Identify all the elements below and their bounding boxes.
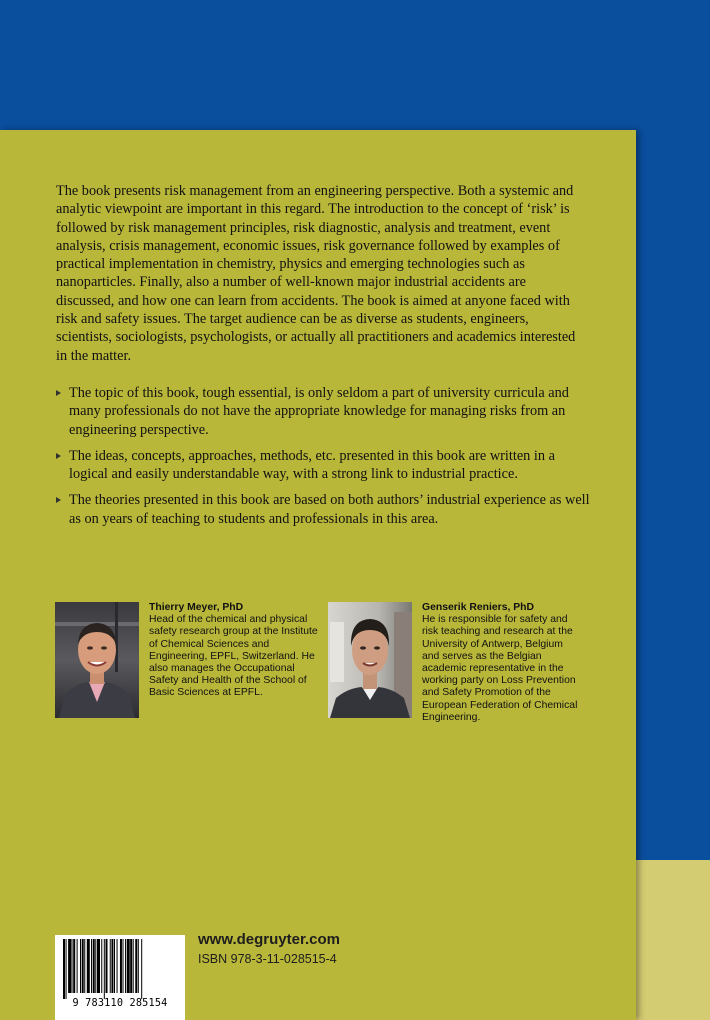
isbn-barcode bbox=[55, 935, 185, 1020]
barcode-bar bbox=[101, 939, 102, 993]
feature-item bbox=[56, 491, 596, 528]
barcode-bar bbox=[97, 939, 100, 993]
barcode-bar bbox=[63, 939, 65, 999]
barcode-bar bbox=[106, 939, 108, 993]
barcode-bar bbox=[68, 939, 71, 993]
feature-list bbox=[56, 384, 596, 536]
barcode-bar bbox=[117, 939, 118, 993]
barcode-bar bbox=[80, 939, 81, 993]
barcode-bar bbox=[82, 939, 84, 993]
barcode-bar bbox=[120, 939, 122, 993]
author-bio-meyer bbox=[149, 602, 319, 700]
barcode-bar bbox=[141, 939, 142, 999]
author-photo-reniers bbox=[328, 602, 412, 718]
barcode-bar bbox=[73, 939, 75, 993]
barcode-bar bbox=[135, 939, 137, 993]
barcode-number: 9 783110 285154 bbox=[72, 998, 168, 1009]
barcode-bar bbox=[66, 939, 67, 999]
barcode-bar bbox=[111, 939, 113, 993]
feature-item bbox=[56, 447, 596, 484]
author-photo-meyer bbox=[55, 602, 139, 718]
author-description: Head of the chemical and physical safety research group at the Institute of Chemical Sciences and Engineering, EPFL, Switzerland. He also manages the Occupational Safety and Health of the School of Basic Sciences at EPFL. bbox=[149, 614, 318, 699]
back-cover bbox=[0, 130, 636, 1020]
barcode-bar bbox=[84, 939, 85, 993]
isbn-text: ISBN 978-3-11-028515-4 bbox=[198, 952, 337, 966]
triangle-bullet-icon bbox=[56, 390, 61, 396]
publisher-url[interactable]: www.degruyter.com bbox=[198, 931, 340, 948]
barcode-bar bbox=[77, 939, 78, 993]
book-description: The book presents risk management from an engineering perspective. Both a systemic and analytic viewpoint are important in this regard. The introduction to the concept of ‘risk’ is followed by risk management principles, risk diagnostic, analysis and treatment, event analysis, crisis management, economic issues, risk governance followed by examples of practical implementation in chemistry, physics and emerging technologies such as nanoparticles. Finally, also a number of well-known major industrial accidents are discussed, and how one can learn from accidents. The book is aimed at anyone faced with risk and safety issues. The target audience can be as diverse as students, engineers, scientists, sociologists, psychologists, or actually all practitioners and academics interested in the matter. bbox=[56, 183, 576, 364]
barcode-bar bbox=[130, 939, 132, 993]
barcode-bar bbox=[133, 939, 134, 993]
author-name: Genserik Reniers, PhD bbox=[422, 602, 535, 613]
barcode-bar bbox=[93, 939, 95, 993]
barcode-bar bbox=[123, 939, 124, 993]
barcode-bar bbox=[125, 939, 126, 993]
barcode-bar bbox=[91, 939, 92, 993]
feature-text: The ideas, concepts, approaches, methods, etc. presented in this book are written in a logical and easily understandable way, with a strong link to industrial practice. bbox=[69, 447, 555, 483]
feature-item bbox=[56, 384, 596, 439]
author-description: He is responsible for safety and risk teaching and research at the University of Antwerp, Belgium and serves as the Belgian academic representative in the working party on Loss Prevention and Safety Promotion of the European Federation of Chemical Engineering. bbox=[422, 614, 578, 723]
right-blue-band bbox=[636, 130, 710, 860]
barcode-bar bbox=[95, 939, 96, 993]
barcode-bar bbox=[104, 939, 105, 999]
barcode-bar bbox=[127, 939, 130, 993]
top-blue-band bbox=[0, 0, 710, 130]
author-name: Thierry Meyer, PhD bbox=[149, 602, 244, 613]
barcode-bar bbox=[114, 939, 115, 993]
author-bio-reniers bbox=[422, 602, 582, 724]
barcode-bar bbox=[72, 939, 73, 993]
barcode-bars bbox=[61, 939, 179, 999]
triangle-bullet-icon bbox=[56, 453, 61, 459]
feature-text: The theories presented in this book are based on both authors’ industrial experience as well as on years of teaching to students and professionals in this area. bbox=[69, 492, 590, 527]
barcode-bar bbox=[110, 939, 111, 993]
triangle-bullet-icon bbox=[56, 497, 61, 503]
barcode-bar bbox=[87, 939, 90, 993]
barcode-bar bbox=[138, 939, 139, 993]
feature-text: The topic of this book, tough essential, is only seldom a part of university curricula and many professionals do not have the appropriate knowledge for managing risks from an engineering perspective. bbox=[69, 385, 569, 438]
right-pale-band bbox=[636, 860, 710, 1020]
